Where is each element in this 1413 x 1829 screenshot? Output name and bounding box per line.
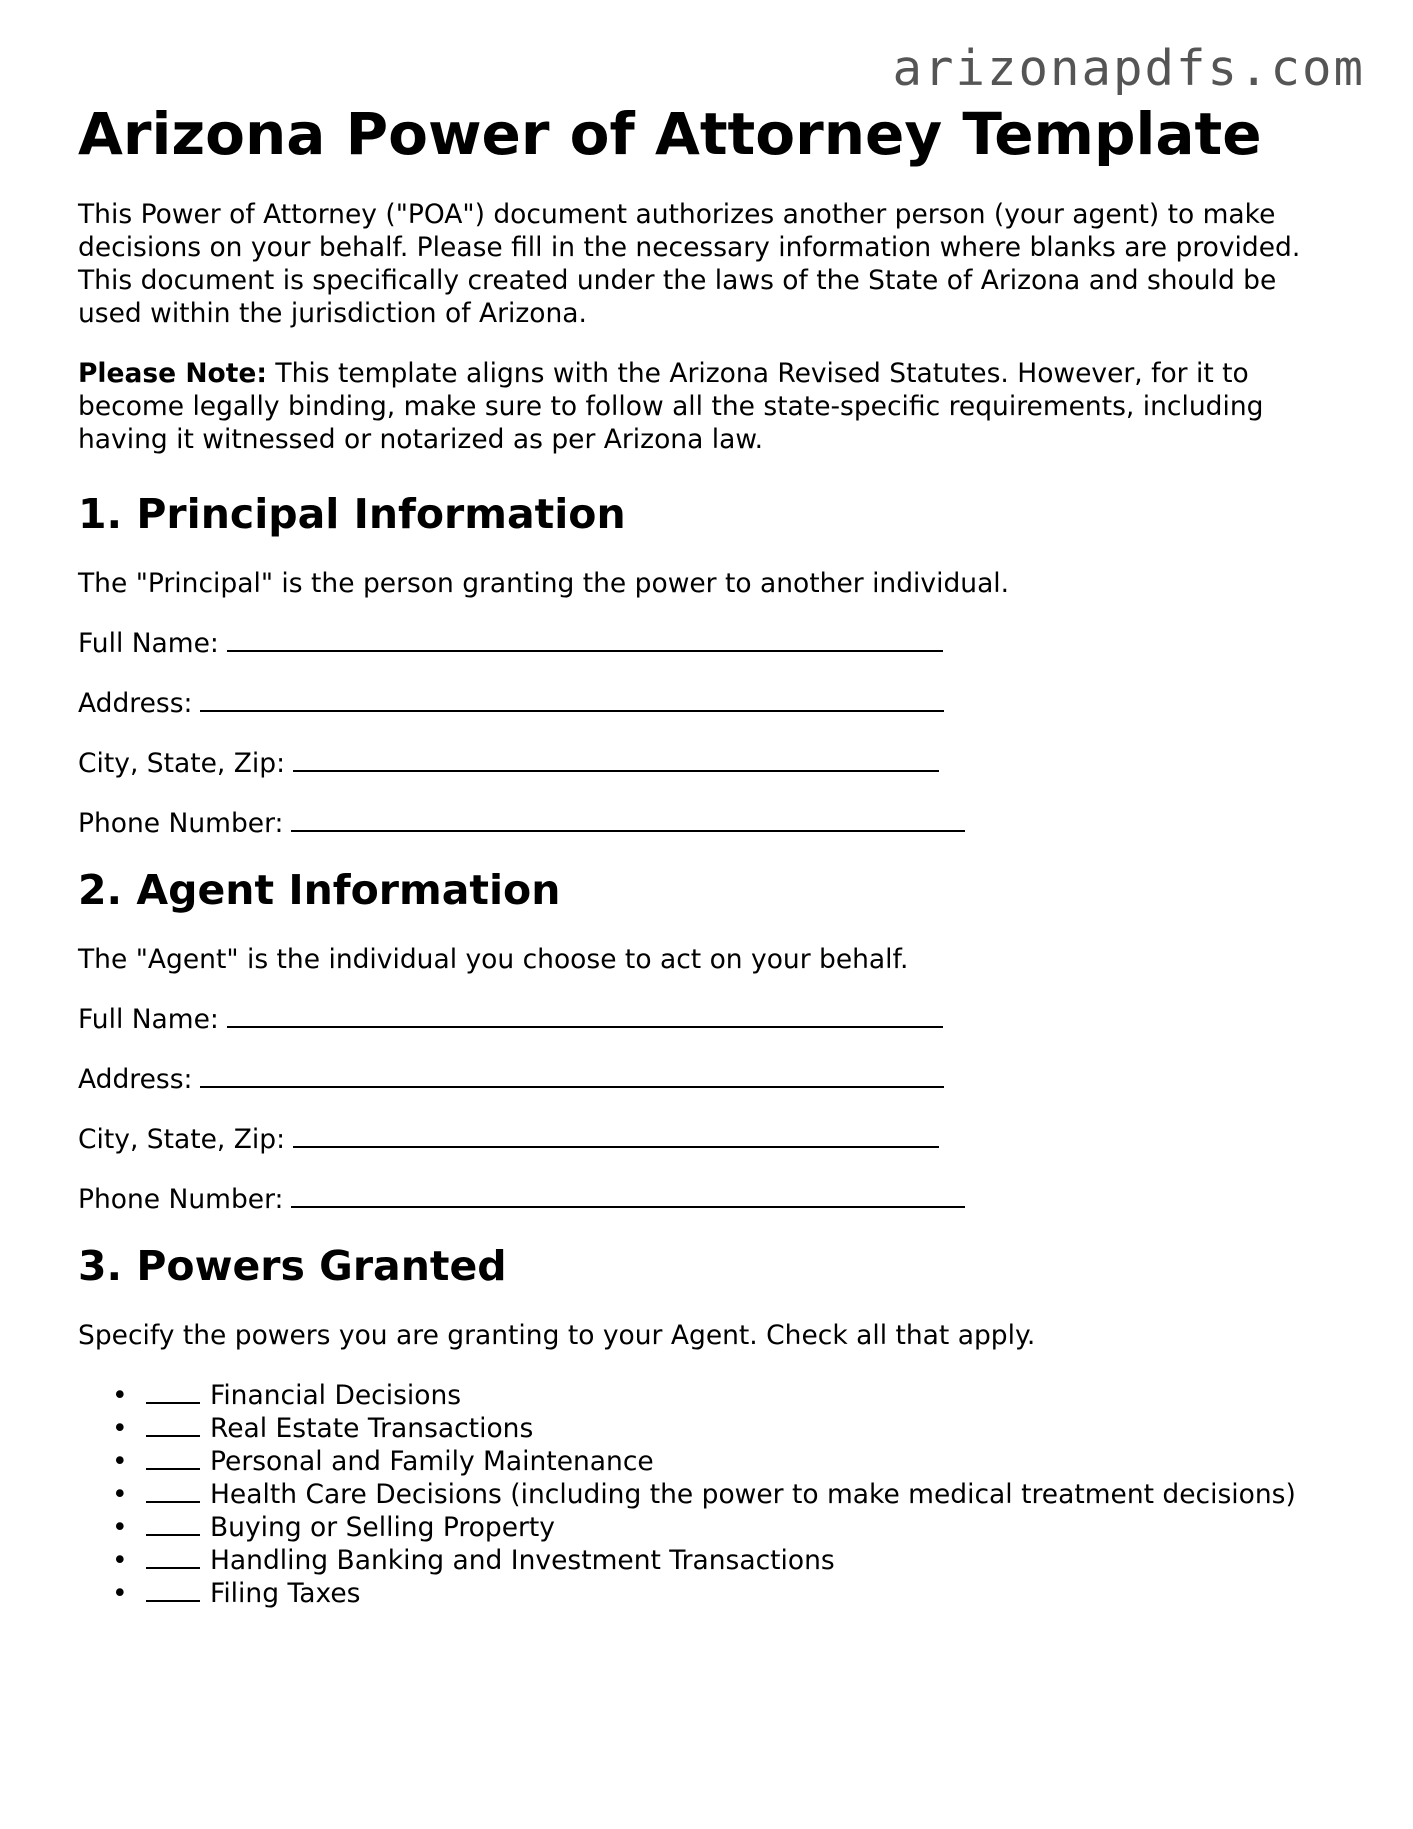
power-item [112,1577,1348,1610]
principal-description: The "Principal" is the person granting the power to another individual. [78,568,1010,599]
note-label: Please Note: [78,358,267,389]
principal-full-name-field [78,627,1348,660]
principal-city-state-zip-field [78,747,1348,780]
bullet-icon: • [112,1380,128,1411]
powers-heading: 3. Powers Granted [78,1242,507,1290]
agent-full-name-field [78,1003,1348,1036]
power-checkbox-blank[interactable] [146,1401,200,1404]
principal-full-name-label: Full Name: [78,628,219,659]
intro-paragraph: This Power of Attorney ("POA") document authorizes another person (your agent) to make decisions on your behalf. Please fill in the necessary information where blanks are provided. This document is specifically created under the laws of the State of Arizona and should be used within the jurisdiction of Arizona. [78,199,1301,329]
agent-heading: 2. Agent Information [78,866,561,914]
power-item-label: Buying or Selling Property [210,1512,555,1543]
principal-phone-blank[interactable] [291,829,965,832]
bullet-icon: • [112,1578,128,1609]
power-item-label: Health Care Decisions (including the power to make medical treatment decisions) [210,1479,1296,1510]
principal-city-state-zip-label: City, State, Zip: [78,748,286,779]
power-checkbox-blank[interactable] [146,1434,200,1437]
power-item-label: Real Estate Transactions [210,1413,534,1444]
bullet-icon: • [112,1512,128,1543]
principal-address-label: Address: [78,688,193,719]
agent-phone-blank[interactable] [291,1205,965,1208]
power-item [112,1478,1348,1511]
note-paragraph [78,357,1348,456]
principal-address-blank[interactable] [200,709,944,712]
principal-full-name-blank[interactable] [227,649,943,652]
powers-list [78,1379,1348,1610]
power-item [112,1544,1348,1577]
agent-city-state-zip-blank[interactable] [293,1145,939,1148]
bullet-icon: • [112,1446,128,1477]
power-item [112,1379,1348,1412]
principal-city-state-zip-blank[interactable] [293,769,939,772]
principal-phone-label: Phone Number: [78,808,284,839]
document-title: Arizona Power of Attorney Template [78,100,1262,168]
power-item-label: Personal and Family Maintenance [210,1446,654,1477]
bullet-icon: • [112,1545,128,1576]
bullet-icon: • [112,1413,128,1444]
principal-address-field [78,687,1348,720]
agent-phone-label: Phone Number: [78,1184,284,1215]
agent-phone-field [78,1183,1348,1216]
power-item-label: Financial Decisions [210,1380,462,1411]
agent-address-blank[interactable] [200,1085,944,1088]
watermark: arizonapdfs.com [892,40,1365,97]
power-item [112,1412,1348,1445]
principal-heading: 1. Principal Information [78,490,626,538]
principal-phone-field [78,807,1348,840]
agent-full-name-label: Full Name: [78,1004,219,1035]
bullet-icon: • [112,1479,128,1510]
power-checkbox-blank[interactable] [146,1467,200,1470]
power-item-label: Handling Banking and Investment Transactions [210,1545,835,1576]
power-checkbox-blank[interactable] [146,1533,200,1536]
agent-full-name-blank[interactable] [227,1025,943,1028]
power-checkbox-blank[interactable] [146,1599,200,1602]
power-item [112,1511,1348,1544]
power-checkbox-blank[interactable] [146,1500,200,1503]
power-checkbox-blank[interactable] [146,1566,200,1569]
power-item [112,1445,1348,1478]
power-item-label: Filing Taxes [210,1578,361,1609]
powers-description: Specify the powers you are granting to your Agent. Check all that apply. [78,1320,1036,1351]
agent-description: The "Agent" is the individual you choose to act on your behalf. [78,944,909,975]
agent-city-state-zip-field [78,1123,1348,1156]
document-page [78,96,1348,1610]
note-text: This template aligns with the Arizona Revised Statutes. However, for it to become legally binding, make sure to follow all the state-specific requirements, including having it witnessed or notarized as per Arizona law. [78,358,1264,455]
agent-address-label: Address: [78,1064,193,1095]
agent-address-field [78,1063,1348,1096]
agent-city-state-zip-label: City, State, Zip: [78,1124,286,1155]
